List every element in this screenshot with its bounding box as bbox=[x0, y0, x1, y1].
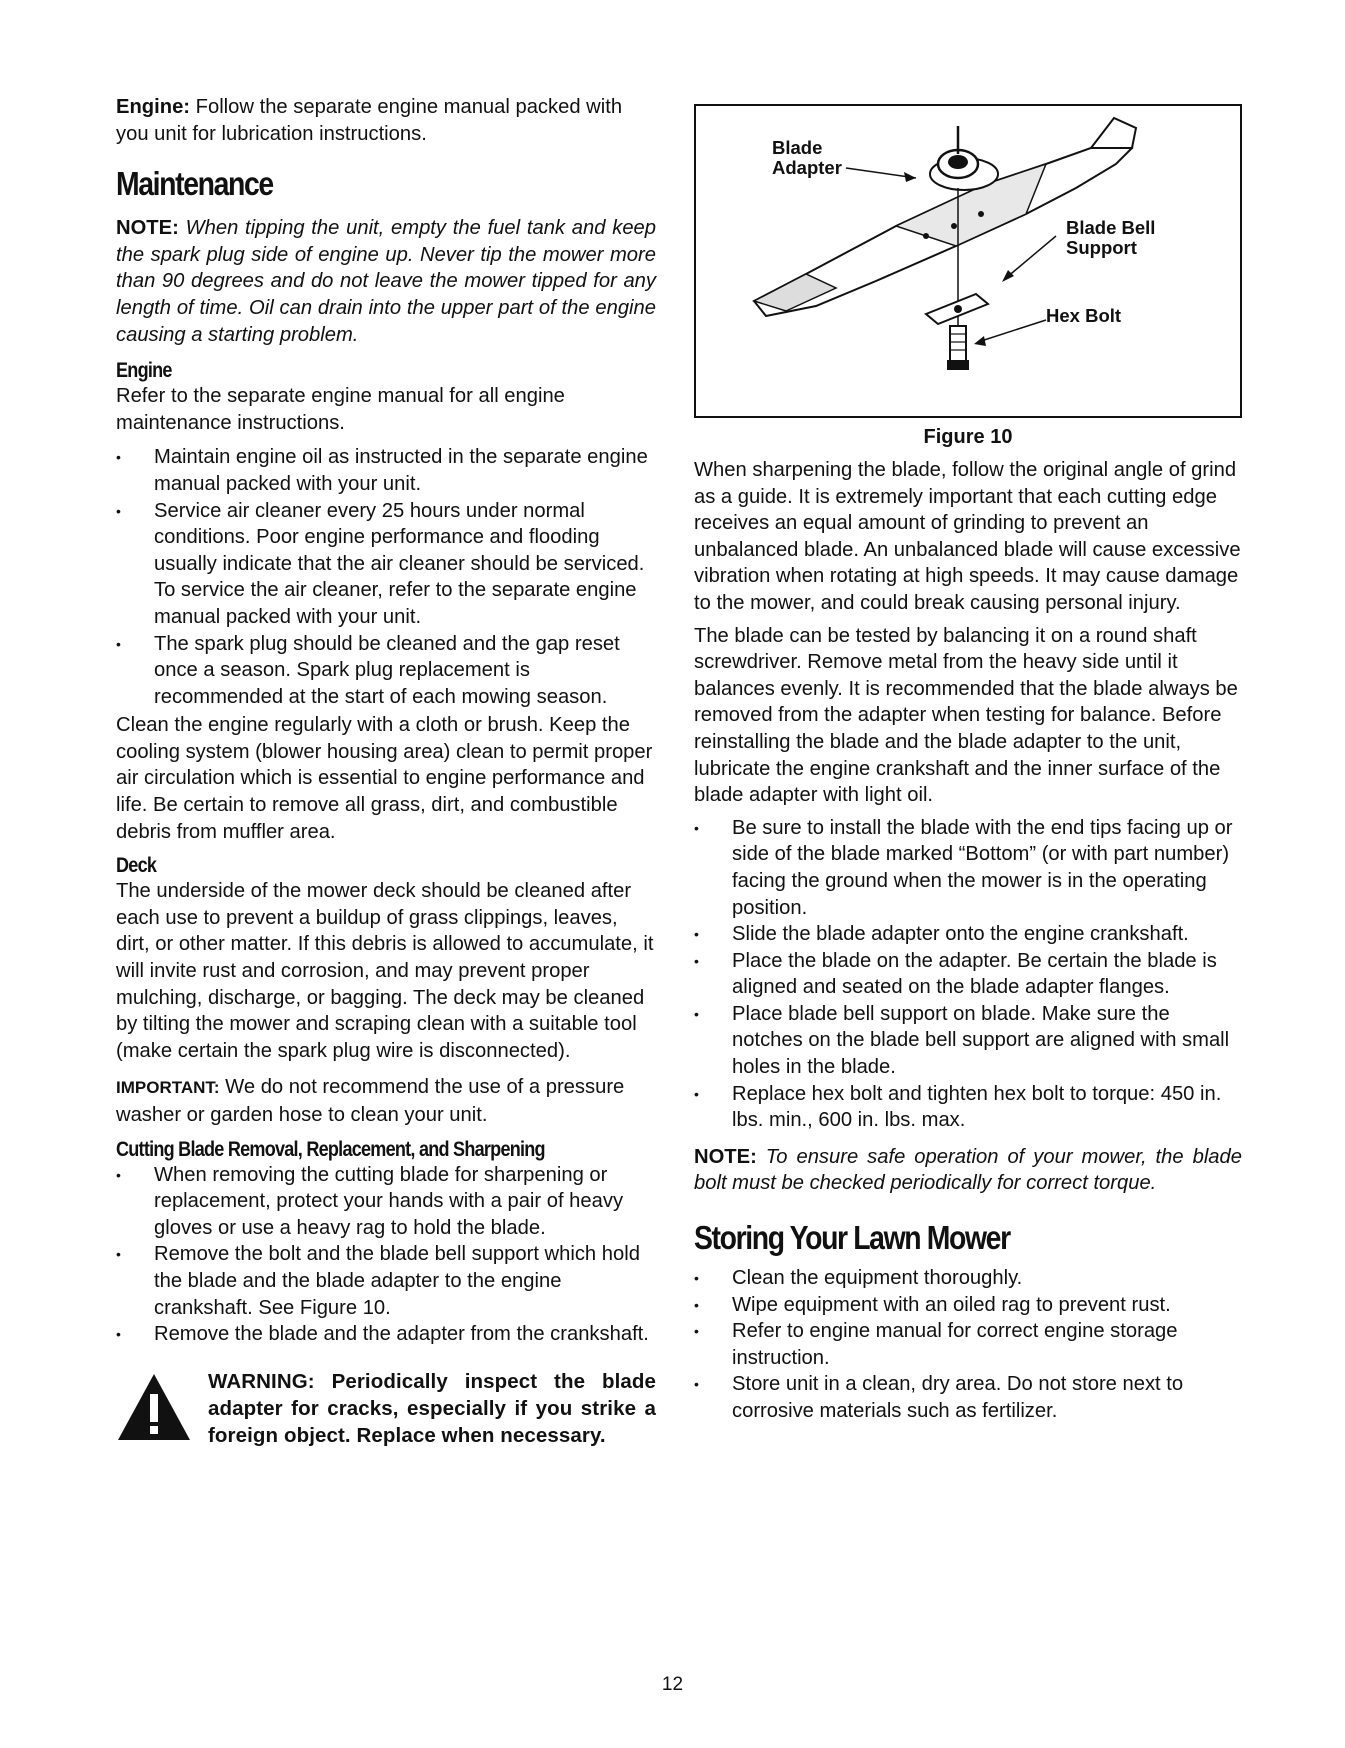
sharpening-text: When sharpening the blade, follow the original angle of grind as a guide. It is extremely important that each cutting edge receives an equal amount of grinding to prevent an unbalanced blade. An unbalanced blade will cause excessive vibration when rotating at high speeds. It may cause damage to the mower, and could break causing personal injury. bbox=[694, 459, 1241, 614]
note-label: NOTE: bbox=[116, 217, 179, 240]
list-item: • Refer to engine manual for correct engine storage instruction. bbox=[694, 1318, 1242, 1371]
storing-bullet-list bbox=[694, 1265, 1242, 1425]
list-item: • Clean the equipment thoroughly. bbox=[694, 1265, 1242, 1292]
list-item: • The spark plug should be cleaned and the gap reset once a season. Spark plug replacement is recommended at the start of each mowing season. bbox=[116, 631, 656, 711]
right-column bbox=[694, 98, 1242, 1425]
figure-10-diagram bbox=[694, 104, 1242, 418]
storing-heading: Storing Your Lawn Mower bbox=[694, 1219, 1010, 1257]
note-text: When tipping the unit, empty the fuel tank and keep the spark plug side of engine up. Never tip the mower more than 90 degrees and do not leave the mower tipped for any length of time. Oil can drain into the upper part of the engine causing a starting problem. bbox=[116, 217, 656, 346]
warning-block bbox=[116, 1368, 656, 1449]
list-item: • Maintain engine oil as instructed in the separate engine manual packed with your unit. bbox=[116, 444, 656, 497]
figure-caption: Figure 10 bbox=[923, 426, 1013, 448]
blade-adapter-label-line2: Adapter bbox=[772, 157, 842, 178]
list-item: • Be sure to install the blade with the end tips facing up or side of the blade marked “Bottom” (or with part number) facing the ground when the mower is in the operating position. bbox=[694, 815, 1242, 921]
list-item: • Store unit in a clean, dry area. Do not store next to corrosive materials such as fertilizer. bbox=[694, 1371, 1242, 1424]
warning-text: WARNING: Periodically inspect the blade adapter for cracks, especially if you strike a foreign object. Replace when necessary. bbox=[208, 1369, 656, 1447]
important-paragraph bbox=[116, 1074, 656, 1128]
blade-bullet-list bbox=[116, 1162, 656, 1348]
maintenance-heading: Maintenance bbox=[116, 165, 273, 203]
install-bullet-list bbox=[694, 815, 1242, 1134]
blade-bell-support-label-line1: Blade Bell bbox=[1066, 217, 1156, 238]
blade-adapter-label-line1: Blade bbox=[772, 137, 823, 158]
list-item: • When removing the cutting blade for sharpening or replacement, protect your hands with a pair of heavy gloves or use a heavy rag to hold the blade. bbox=[116, 1162, 656, 1242]
deck-text: The underside of the mower deck should be cleaned after each use to prevent a buildup of grass clippings, leaves, dirt, or other matter. If this debris is allowed to accumulate, it will invite rust and corrosion, and may prevent proper mulching, discharge, or bagging. The deck may be cleaned by tilting the mower and scraping clean with a suitable tool (make certain the spark plug wire is disconnected). bbox=[116, 880, 654, 1062]
tipping-note bbox=[116, 215, 656, 348]
torque-note bbox=[694, 1144, 1242, 1197]
important-label: IMPORTANT: bbox=[116, 1078, 220, 1098]
warning-triangle-icon bbox=[116, 1372, 192, 1442]
engine-heading: Engine bbox=[116, 358, 172, 383]
list-item: • Slide the blade adapter onto the engine crankshaft. bbox=[694, 921, 1242, 948]
engine-text: Refer to the separate engine manual for all engine maintenance instructions. bbox=[116, 385, 565, 434]
list-item: • Remove the bolt and the blade bell support which hold the blade and the blade adapter to the engine crankshaft. See Figure 10. bbox=[116, 1241, 656, 1321]
engine-intro-label: Engine: bbox=[116, 96, 191, 118]
balance-text: The blade can be tested by balancing it on a round shaft screwdriver. Remove metal from the heavy side until it balances evenly. It is recommended that the blade always be removed from the adapter when testing for balance. Before reinstalling the blade and the blade adapter to the unit, lubricate the engine crankshaft and the inner surface of the blade adapter with light oil. bbox=[694, 624, 1238, 807]
blade-adapter-label bbox=[772, 138, 842, 178]
left-column bbox=[116, 94, 656, 1449]
list-item: • Replace hex bolt and tighten hex bolt to torque: 450 in. lbs. min., 600 in. lbs. max. bbox=[694, 1081, 1242, 1134]
important-text: We do not recommend the use of a pressure washer or garden hose to clean your unit. bbox=[116, 1076, 625, 1126]
engine-cleaning-text: Clean the engine regularly with a cloth or brush. Keep the cooling system (blower housing area) clean to permit proper air circulation which is essential to engine performance and life. Be certain to remove all grass, dirt, and combustible debris from muffler area. bbox=[116, 714, 653, 843]
list-item: • Service air cleaner every 25 hours under normal conditions. Poor engine performance and flooding usually indicate that the air cleaner should be serviced. To service the air cleaner, refer to the separate engine manual packed with your unit. bbox=[116, 498, 656, 631]
blade-bell-support-label bbox=[1066, 218, 1155, 258]
list-item: • Place blade bell support on blade. Make sure the notches on the blade bell support are aligned with small holes in the blade. bbox=[694, 1001, 1242, 1081]
engine-intro-text: Follow the separate engine manual packed with you unit for lubrication instructions. bbox=[116, 96, 623, 145]
blade-bell-support-label-line2: Support bbox=[1066, 237, 1137, 258]
blade-heading: Cutting Blade Removal, Replacement, and Sharpening bbox=[116, 1136, 545, 1161]
list-item: • Remove the blade and the adapter from the crankshaft. bbox=[116, 1321, 656, 1348]
engine-bullet-list bbox=[116, 444, 656, 710]
list-item: • Place the blade on the adapter. Be certain the blade is aligned and seated on the blade adapter flanges. bbox=[694, 948, 1242, 1001]
engine-lubrication-paragraph bbox=[116, 94, 656, 147]
note-text: To ensure safe operation of your mower, the blade bolt must be checked periodically for correct torque. bbox=[694, 1145, 1242, 1195]
note-label: NOTE: bbox=[694, 1145, 757, 1168]
page-number: 12 bbox=[661, 1674, 684, 1695]
list-item: • Wipe equipment with an oiled rag to prevent rust. bbox=[694, 1292, 1242, 1319]
deck-heading: Deck bbox=[116, 853, 157, 878]
hex-bolt-label: Hex Bolt bbox=[1046, 305, 1122, 326]
